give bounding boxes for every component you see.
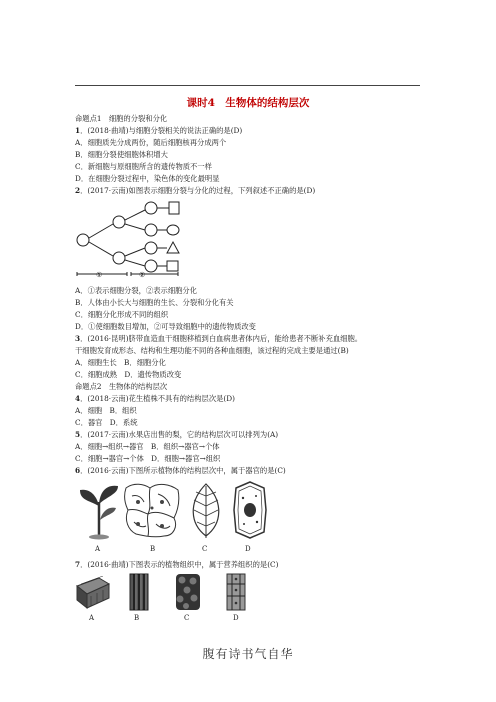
nutrient-tissue-image [172, 572, 204, 612]
footer-motto: 腹有诗书气自华 [202, 647, 294, 661]
figure-label-2: ② [139, 271, 146, 279]
cell-circle [145, 202, 157, 214]
question-1-option-c: C．新细胞与原细胞所含的遗传物质不一样 [75, 162, 212, 171]
question-5-options-cd: C．细胞→器官→个体 D．细胞→器官→组织 [75, 454, 221, 463]
daughter-cell-circle [113, 216, 125, 228]
question-number: 2 [75, 186, 81, 195]
figure-label-b: B [134, 614, 140, 622]
question-4-stem: 4．(2018·云南)花生植株不具有的结构层次是(D) [75, 394, 235, 403]
question-number: 5 [75, 430, 81, 439]
figure-label-d: D [233, 614, 239, 622]
question-number: 6 [75, 466, 81, 475]
differentiated-cell-oval [167, 225, 179, 235]
question-3-stem: 3．(2016·昆明)脐带血造血干细胞移植到白血病患者体内后，能给患者不断补充血细胞。 [75, 334, 363, 343]
question-2-option-a: A．①表示细胞分裂，②表示细胞分化 [75, 286, 198, 295]
cell-division-differentiation-diagram [75, 200, 180, 280]
cell-circle [145, 224, 157, 236]
question-3-stem-continued: 干细胞发育成形态、结构和生理功能不同的各种血细胞，该过程的完成主要是通过(B) [75, 346, 349, 355]
question-1-option-a: A．细胞质先分成两份，随后细胞核再分成两个 [75, 138, 227, 147]
question-1-option-b: B．细胞分裂使细胞体积增大 [75, 150, 168, 159]
plant-seedling-image [78, 480, 120, 540]
lesson-title: 课时4 生物体的结构层次 [186, 97, 310, 109]
conducting-tissue-image [128, 572, 150, 612]
question-1-option-d: D．在细胞分裂过程中，染色体的变化最明显 [75, 174, 220, 183]
question-7-stem: 7．(2016·曲靖)下图表示的植物组织中，属于营养组织的是(C) [75, 560, 279, 569]
figure-label-a: A [89, 614, 95, 622]
mechanical-tissue-image [225, 572, 247, 612]
figure-label-1: ① [96, 271, 103, 279]
figure-label-a: A [95, 545, 101, 553]
section-heading-2: 命题点2 生物体的结构层次 [75, 382, 168, 391]
daughter-cell-circle [113, 252, 125, 264]
header-rule [75, 85, 420, 86]
question-4-options-ab: A．细胞 B．组织 [75, 406, 137, 415]
figure-label-c: C [202, 545, 208, 553]
question-number: 7 [75, 560, 81, 569]
question-number: 4 [75, 394, 81, 403]
question-5-stem: 5．(2017·云南)水果店出售的梨，它的结构层次可以排列为(A) [75, 430, 279, 439]
question-number: 3 [75, 334, 81, 343]
question-3-options-cd: C．细胞成熟 D．遗传物质改变 [75, 370, 182, 379]
question-number: 1 [75, 126, 81, 135]
section-heading-1: 命题点1 细胞的分裂和分化 [75, 114, 168, 123]
question-5-options-ab: A．细胞→组织→器官 B．组织→器官→个体 [75, 442, 220, 451]
cell-circle [145, 242, 157, 254]
question-6-stem: 6．(2016·云南)下图所示植物体的结构层次中，属于器官的是(C) [75, 466, 286, 475]
question-2-option-c: C．细胞分化形成不同的组织 [75, 310, 169, 319]
question-2-option-b: B．人体由小长大与细胞的生长、分裂和分化有关 [75, 298, 234, 307]
question-2-stem: 2．(2017·云南)如图表示细胞分裂与分化的过程，下列叙述不正确的是(D) [75, 186, 316, 195]
cell-circle [145, 260, 157, 272]
question-4-options-cd: C．器官 D．系统 [75, 418, 138, 427]
differentiated-cell-square [167, 261, 178, 271]
question-3-options-ab: A．细胞生长 B．细胞分化 [75, 358, 166, 367]
figure-label-d: D [245, 545, 251, 553]
figure-label-c: C [184, 614, 190, 622]
origin-cell-circle [77, 234, 89, 246]
differentiated-cell-triangle [167, 242, 179, 253]
protective-tissue-image [75, 576, 111, 610]
differentiated-cell-rect [169, 202, 179, 214]
question-1-stem: 1．(2018·曲靖)与细胞分裂相关的说法正确的是(D) [75, 126, 243, 135]
figure-label-b: B [150, 545, 156, 553]
tissue-cells-image [122, 480, 182, 540]
plant-cell-image [230, 480, 270, 540]
leaf-image [186, 480, 226, 540]
question-2-option-d: D．①使细胞数目增加，②可导致细胞中的遗传物质改变 [75, 322, 256, 331]
